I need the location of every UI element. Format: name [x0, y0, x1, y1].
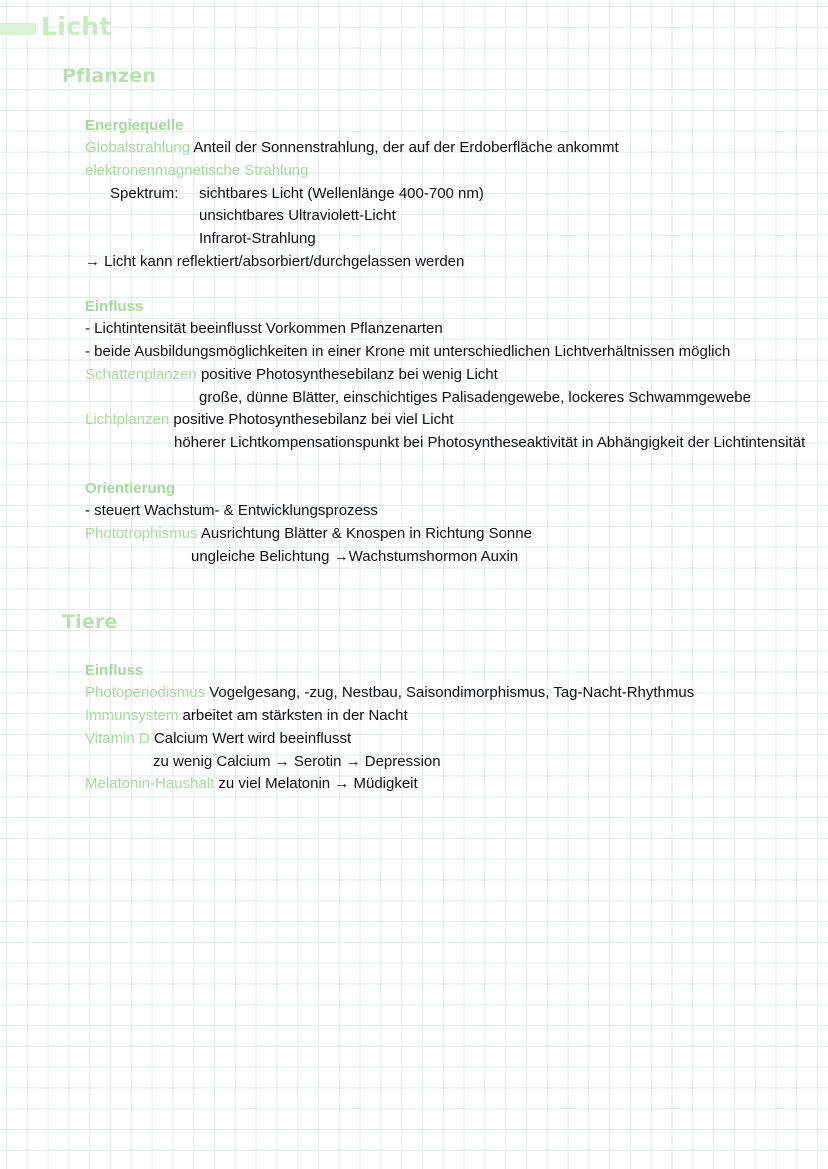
line-vitamin-d	[85, 730, 351, 747]
subheading-energiequelle: Energiequelle	[85, 117, 184, 134]
term-globalstrahlung: Globalstrahlung	[85, 139, 191, 156]
bullet-wachstum: - steuert Wachstum- & Entwicklungsprozess	[85, 502, 378, 519]
text-globalstrahlung: Anteil der Sonnenstrahlung, der auf der Erdoberfläche ankommt	[193, 139, 619, 156]
detail-lichtpflanzen: höherer Lichtkompensationspunkt bei Photosyntheseaktivität in Abhängigkeit der Lichtintensität	[174, 434, 806, 451]
line-schattenpflanzen	[85, 366, 498, 383]
bullet-lichtintensitaet: - Lichtintensität beeinflusst Vorkommen Pflanzenarten	[85, 320, 443, 337]
subheading-orientierung: Orientierung	[85, 480, 176, 497]
title-highlight-bar	[0, 23, 36, 35]
subheading-einfluss-pflanzen: Einfluss	[85, 298, 144, 315]
section-heading-tiere: Tiere	[62, 611, 118, 633]
term-vitamin-d: Vitamin D	[85, 730, 150, 747]
text-vitamin-d: Calcium Wert wird beeinflusst	[153, 730, 352, 747]
line-licht-reflektiert: → Licht kann reflektiert/absorbiert/durchgelassen werden	[85, 253, 465, 270]
term-strahlung: elektronenmagnetische Strahlung	[85, 162, 309, 179]
term-lichtpflanzen: Lichtplanzen	[85, 411, 170, 428]
line-globalstrahlung	[85, 139, 619, 156]
line-phototrophismus	[85, 525, 532, 542]
bullet-ausbildung: - beide Ausbildungsmöglichkeiten in einer Krone mit unterschiedlichen Lichtverhältnissen möglich	[85, 343, 731, 360]
text-immunsystem: arbeitet am stärksten in der Nacht	[182, 707, 408, 724]
spektrum-item: unsichtbares Ultraviolett-Licht	[199, 207, 396, 224]
term-melatonin: Melatonin-Haushalt	[85, 775, 215, 792]
page-title: Licht	[41, 12, 112, 41]
spektrum-label: Spektrum:	[110, 185, 179, 202]
text-phototrophismus: Ausrichtung Blätter & Knospen in Richtung Sonne	[200, 525, 532, 542]
detail-schattenpflanzen: große, dünne Blätter, einschichtiges Palisadengewebe, lockeres Schwammgewebe	[199, 389, 751, 406]
text-melatonin: zu viel Melatonin → Müdigkeit	[218, 775, 418, 792]
spektrum-item: sichtbares Licht (Wellenlänge 400-700 nm)	[199, 185, 484, 202]
term-phototrophismus: Phototrophismus	[85, 525, 198, 542]
detail-vitamin-d: zu wenig Calcium → Serotin → Depression	[153, 753, 441, 770]
spektrum-item: Infrarot-Strahlung	[199, 230, 316, 247]
detail-phototrophismus: ungleiche Belichtung →Wachstumshormon Auxin	[191, 548, 519, 565]
section-heading-pflanzen: Pflanzen	[62, 65, 157, 87]
line-immunsystem	[85, 707, 408, 724]
line-melatonin	[85, 775, 418, 792]
text-lichtpflanzen: positive Photosynthesebilanz bei viel Licht	[173, 411, 454, 428]
subheading-einfluss-tiere: Einfluss	[85, 662, 144, 679]
line-lichtpflanzen	[85, 411, 454, 428]
term-immunsystem: Immunsystem	[85, 707, 179, 724]
term-schattenpflanzen: Schattenplanzen	[85, 366, 197, 383]
text-schattenpflanzen: positive Photosynthesebilanz bei wenig Licht	[200, 366, 498, 383]
text-photoperiodismus: Vogelgesang, -zug, Nestbau, Saisondimorphismus, Tag-Nacht-Rhythmus	[209, 684, 695, 701]
line-photoperiodismus	[85, 684, 694, 701]
term-photoperiodismus: Photoperiodismus	[85, 684, 206, 701]
